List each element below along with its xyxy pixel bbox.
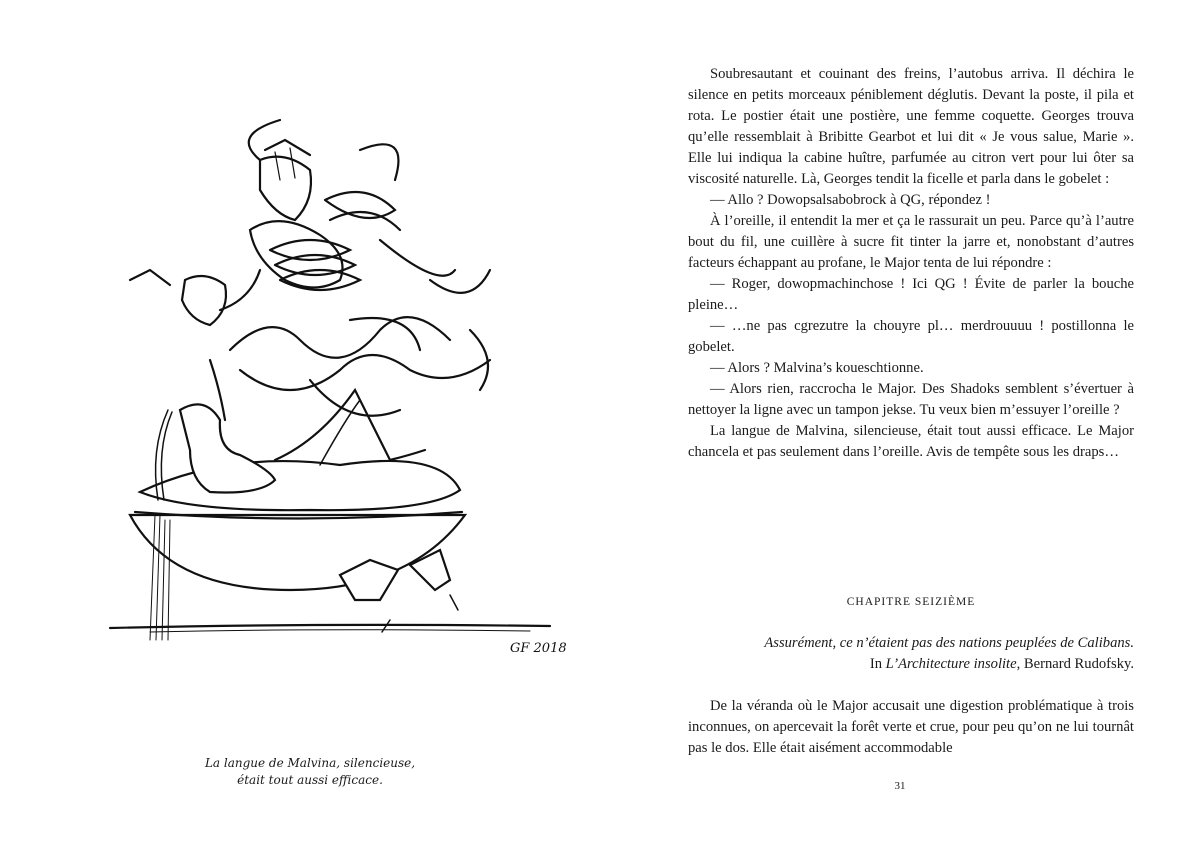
paragraph: La langue de Malvina, silencieuse, était tout aussi efficace. Le Major chancela et pas seulement dans l’oreille. Avis de tempête sous les draps… (688, 423, 1134, 460)
body-text (688, 64, 1134, 463)
paragraph: À l’oreille, il entendit la mer et ça le rassurait un peu. Parce qu’à l’autre bout du fil, une cuillère à sucre fit tinter la jarre et, nonobstant d’autres facteurs échappant au profane, le Major tenta de lui répondre : (688, 213, 1134, 271)
illustration-signature: GF 2018 (510, 641, 567, 656)
epigraph-in: In (869, 656, 886, 672)
chapter-title: CHAPITRE SEIZIÈME (846, 596, 976, 608)
dialogue-line: — …ne pas cgrezutre la chouyre pl… merdrouuuu ! postillonna le gobelet. (688, 318, 1134, 355)
paragraph: Soubresautant et couinant des freins, l’autobus arriva. Il déchira le silence en petits morceaux péniblement déglutis. Devant la poste, il pila et rota. Le postier était une postière, une femme coquette. Georges trouva qu’elle ressemblait à Bribitte Gearbot et lui dit « Je vous salue, Marie ». Elle lui indiqua la cabine huître, parfumée au citron vert pour lui ôter sa viscosité naturelle. Là, Georges tendit la ficelle et parla dans le gobelet : (688, 66, 1134, 187)
epigraph-quote: Assurément, ce n’étaient pas des nations peuplées de Calibans. (764, 635, 1134, 651)
epigraph-author: , Bernard Rudofsky. (1016, 656, 1134, 672)
epigraph (688, 633, 1134, 675)
dialogue-line: — Roger, dowopmachinchose ! Ici QG ! Évite de parler la bouche pleine… (688, 276, 1134, 313)
epigraph-title: L’Architecture insolite (885, 656, 1017, 672)
dialogue-line: — Allo ? Dowopsalsabobrock à QG, répondez ! (710, 192, 991, 208)
dialogue-line: — Alors ? Malvina’s koueschtionne. (710, 360, 924, 376)
caption-line-1: La langue de Malvina, silencieuse, (204, 756, 416, 770)
ink-illustration (110, 120, 567, 680)
epigraph-source (870, 656, 1134, 672)
chapter-opening-text (688, 696, 1134, 759)
dialogue-line: — Alors rien, raccrocha le Major. Des Shadoks semblent s’évertuer à nettoyer la ligne avec un tampon jekse. Tu veux bien m’essuyer l’oreille ? (688, 381, 1134, 418)
right-page (600, 0, 1200, 844)
paragraph: De la véranda où le Major accusait une digestion problématique à trois inconnues, on apercevait la forêt verte et crue, pour peu qu’on ne lui tournât pas le dos. Elle était aisément accommodable (688, 698, 1134, 756)
page-number: 31 (894, 780, 906, 792)
illustration-caption (160, 755, 460, 789)
caption-line-2: était tout aussi efficace. (237, 773, 383, 787)
